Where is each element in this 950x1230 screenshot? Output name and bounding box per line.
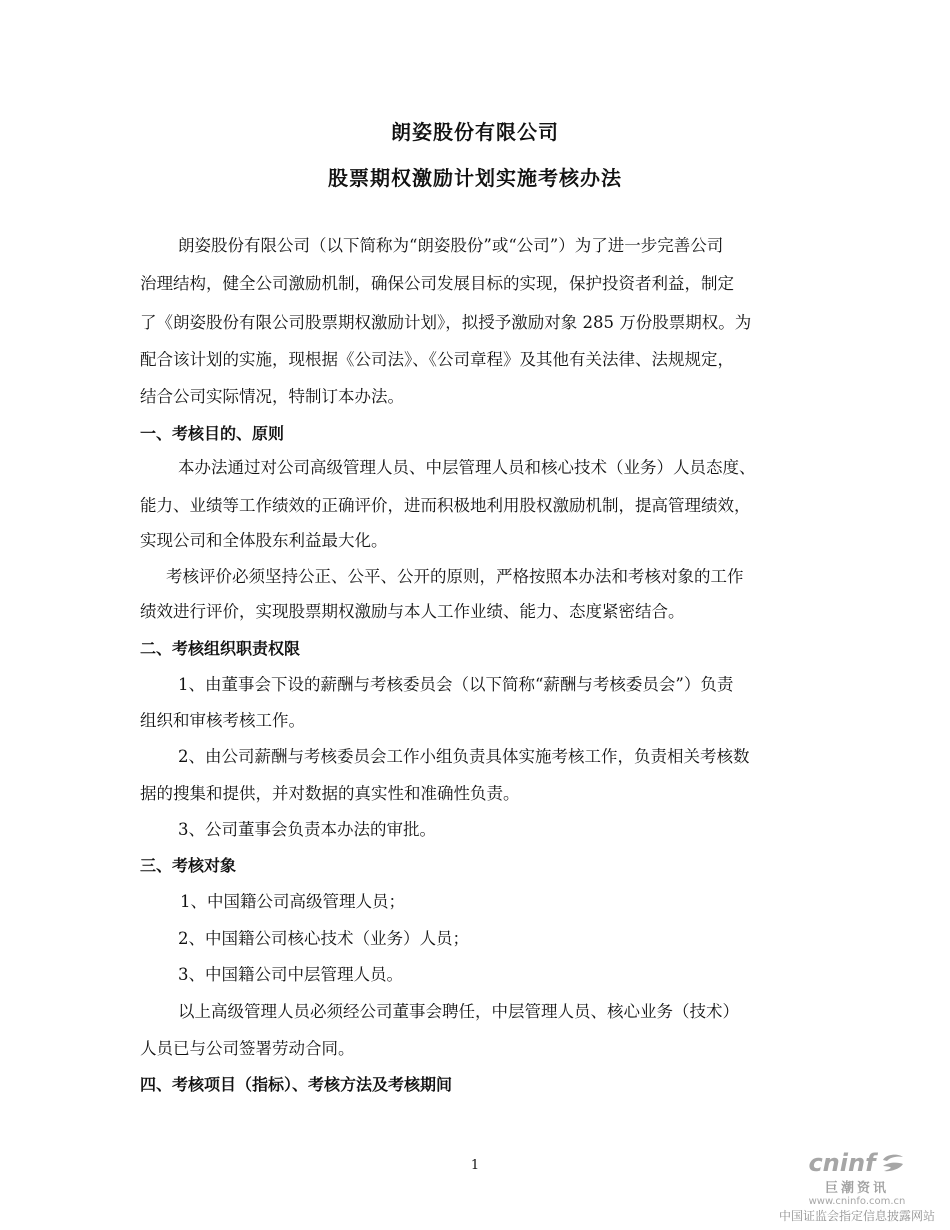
intro-line: 治理结构，健全公司激励机制，确保公司发展目标的实现，保护投资者利益，制定 bbox=[140, 274, 734, 293]
cninfo-swirl-icon bbox=[880, 1152, 906, 1174]
section-heading: 三、考核对象 bbox=[140, 856, 237, 875]
paragraph-line: 以上高级管理人员必须经公司董事会聘任，中层管理人员、核心业务（技术） bbox=[178, 1002, 739, 1021]
intro-line: 配合该计划的实施，现根据《公司法》、《公司章程》及其他有关法律、法规规定， bbox=[140, 350, 734, 369]
cninfo-watermark bbox=[772, 1149, 942, 1224]
paragraph-line: 人员已与公司签署劳动合同。 bbox=[140, 1039, 355, 1058]
paragraph-line: 实现公司和全体股东利益最大化。 bbox=[140, 531, 388, 550]
document-title: 朗姿股份有限公司 bbox=[391, 120, 559, 144]
cninfo-url: www.cninfo.com.cn bbox=[808, 1196, 906, 1207]
paragraph-line: 能力、业绩等工作绩效的正确评价，进而积极地利用股权激励机制，提高管理绩效， bbox=[140, 496, 751, 515]
section-heading: 一、考核目的、原则 bbox=[140, 424, 285, 443]
paragraph-line: 考核评价必须坚持公正、公平、公开的原则，严格按照本办法和考核对象的工作 bbox=[166, 567, 744, 586]
cninfo-brand-cn: 巨潮资讯 bbox=[824, 1181, 889, 1196]
intro-line: 结合公司实际情况，特制订本办法。 bbox=[140, 387, 404, 406]
paragraph-line: 1、由董事会下设的薪酬与考核委员会（以下简称“薪酬与考核委员会”）负责 bbox=[178, 675, 734, 694]
cninfo-tagline: 中国证监会指定信息披露网站 bbox=[778, 1209, 935, 1223]
paragraph-line: 据的搜集和提供，并对数据的真实性和准确性负责。 bbox=[140, 784, 520, 803]
paragraph-line: 2、由公司薪酬与考核委员会工作小组负责具体实施考核工作，负责相关考核数 bbox=[178, 747, 750, 766]
intro-line: 朗姿股份有限公司（以下简称为“朗姿股份”或“公司”）为了进一步完善公司 bbox=[178, 236, 724, 255]
list-item: 2、中国籍公司核心技术（业务）人员； bbox=[178, 929, 469, 948]
section-heading: 二、考核组织职责权限 bbox=[140, 639, 301, 658]
paragraph-line: 3、公司董事会负责本办法的审批。 bbox=[178, 820, 436, 839]
cninfo-logo bbox=[772, 1149, 942, 1177]
paragraph-line: 组织和审核考核工作。 bbox=[140, 711, 305, 730]
paragraph-line: 本办法通过对公司高级管理人员、中层管理人员和核心技术（业务）人员态度、 bbox=[178, 458, 756, 477]
section-heading: 四、考核项目（指标）、考核方法及考核期间 bbox=[140, 1075, 453, 1094]
page-number: 1 bbox=[470, 1158, 480, 1173]
cninfo-brand: cninf bbox=[808, 1149, 876, 1177]
document-subtitle: 股票期权激励计划实施考核办法 bbox=[328, 166, 622, 190]
paragraph-line: 绩效进行评价，实现股票期权激励与本人工作业绩、能力、态度紧密结合。 bbox=[140, 602, 685, 621]
list-item: 1、中国籍公司高级管理人员； bbox=[180, 892, 405, 911]
intro-line: 了《朗姿股份有限公司股票期权激励计划》，拟授予激励对象 285 万份股票期权。为 bbox=[140, 313, 752, 332]
list-item: 3、中国籍公司中层管理人员。 bbox=[178, 965, 403, 984]
